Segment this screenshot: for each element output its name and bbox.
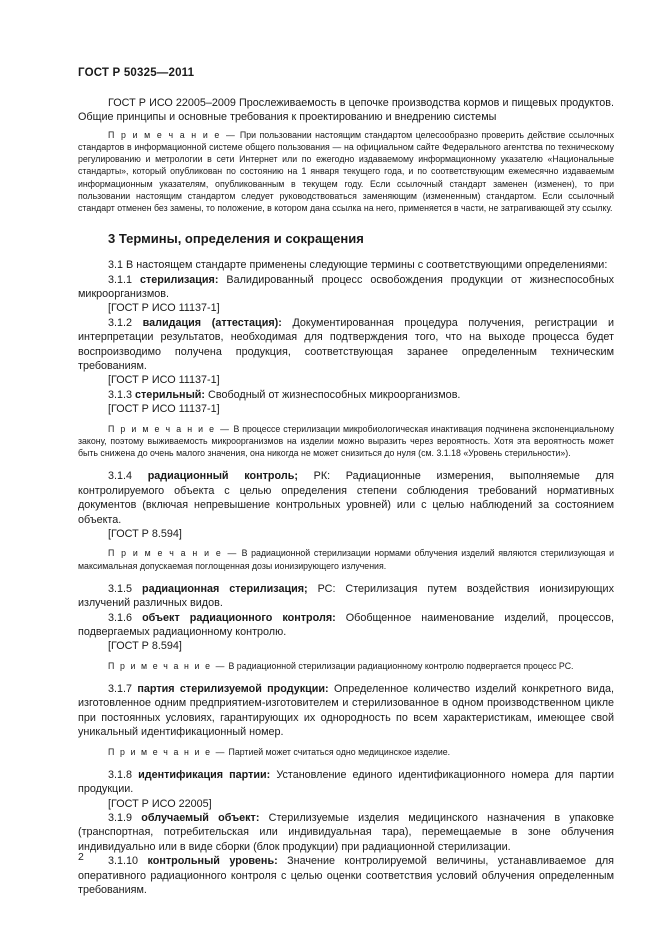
document-code: ГОСТ Р 50325—2011 <box>78 67 195 79</box>
term-source: [ГОСТ Р 8.594] <box>108 527 182 540</box>
term-definition: Документированная процедура получения, регистрации и интерпретации результатов, необходимая для подтверждения того, что на выходе процесса будет воспроизводимо получена продукция, соответствующая заранее определенным техническим требованиям. <box>78 316 615 373</box>
term-definition: Значение контролируемой величины, устанавливаемое для оперативного радиационного контроля с целью оценки соответствия условий облучения определенным требованиям. <box>78 855 614 897</box>
section-title: 3 Термины, определения и сокращения <box>108 231 364 247</box>
term-definition: Установление единого идентификационного номера для партии продукции. <box>78 768 614 796</box>
term-number: 3.1.4 <box>108 470 148 483</box>
note-text: При пользовании настоящим стандартом целесообразно проверить действие ссылочных стандартов в информационной системе общего пользования — на официальном сайте Федерального агентства по техническому регулированию и метрологии в сети Интернет или по ежегодно издаваемому информационному указателю «Национальные стандарты», который опубликован по состоянию на 1 января текущего года, и по соответствующим ежемесячно издаваемым информационным указателям, опубликованным в текущем году. Если ссылочный стандарт заменен (изменен), то при пользовании настоящим стандартом следует руководствоваться заменяющим (измененным) стандартом. Если ссылочный стандарт отменен без замены, то положение, в котором дана ссылка на него, применяется в части, не затрагивающей эту ссылку. <box>78 129 614 214</box>
term-definition: РК: Радиационные измерения, выполняемые для контролируемого объекта с целью определения степени соблюдения требований нормативных документов (включая непревышение контрольных уровней) или с целью наблюдений за состоянием объекта. <box>78 470 615 526</box>
term-name: партия стерилизуемой продукции: <box>137 682 329 695</box>
note-label: П р и м е ч а н и е — <box>108 423 231 434</box>
note-label: П р и м е ч а н и е — <box>108 660 227 671</box>
term-name: объект радиационного контроля: <box>142 611 336 624</box>
term-name: радиационная стерилизация; <box>141 582 308 595</box>
term-number: 3.1.1 <box>108 273 140 286</box>
page-content <box>78 96 614 897</box>
term-number: 3.1.2 <box>108 316 143 329</box>
term-entry-3-1-3 <box>78 388 614 402</box>
note-text: В радиационной стерилизации радиационному контролю подвергается процесс РС. <box>228 660 574 671</box>
term-source: [ГОСТ Р 8.594] <box>108 640 182 653</box>
term-entry-3-1-7 <box>78 682 614 740</box>
term-entry-3-1-1 <box>78 273 614 302</box>
term-number: 3.1.7 <box>108 682 138 695</box>
term-name: идентификация партии: <box>138 768 271 781</box>
term-name: облучаемый объект: <box>141 812 260 825</box>
term-entry-3-1-8 <box>78 768 614 797</box>
term-number: 3.1.5 <box>108 582 142 595</box>
note-block <box>78 423 614 460</box>
normative-reference: ГОСТ Р ИСО 22005–2009 Прослеживаемость в цепочке производства кормов и пищевых продуктов. Общие принципы и основные требования к проектированию и внедрению системы <box>78 97 614 124</box>
term-number: 3.1.10 <box>108 855 148 868</box>
term-number: 3.1.9 <box>108 812 142 825</box>
term-definition: Определенное количество изделий конкретного вида, изготовленное одним предприятием-изготовителем и стерилизованное в одном производственном цикле при постоянных условиях, гарантирующих их однородность по всем характеристикам, имеющее свой уникальный идентификационный номер. <box>78 682 614 739</box>
term-name: радиационный контроль; <box>147 470 298 483</box>
term-entry-3-1-6 <box>78 611 614 640</box>
term-entry-3-1-10 <box>78 854 614 897</box>
note-label: П р и м е ч а н и е — <box>108 746 227 757</box>
term-entry-3-1-2 <box>78 316 614 374</box>
term-number: 3.1.6 <box>108 611 143 624</box>
page-number: 2 <box>78 851 84 863</box>
note-text: Партией может считаться одно медицинское изделие. <box>228 746 451 757</box>
term-source: [ГОСТ Р ИСО 22005] <box>108 797 212 810</box>
term-number: 3.1.8 <box>108 768 139 781</box>
term-source: [ГОСТ Р ИСО 11137-1] <box>108 302 220 315</box>
term-name: стерилизация: <box>140 273 219 286</box>
term-entry-3-1-5 <box>78 582 614 611</box>
term-source: [ГОСТ Р ИСО 11137-1] <box>108 403 220 416</box>
note-text: В процессе стерилизации микробиологическая инактивация подчинена экспоненциальному закону, поэтому выживаемость микроорганизмов на изделии можно выразить через вероятность. Хотя эта вероятность может быть снижена до очень малого значения, она никогда не может снизиться до нуля (см. 3.1.18 «Уровень стерильности»). <box>78 423 614 459</box>
note-label: П р и м е ч а н и е — <box>108 129 237 140</box>
term-entry-3-1-4 <box>78 469 614 527</box>
note-block <box>78 746 614 758</box>
note-block <box>78 660 614 672</box>
note-text: В радиационной стерилизации нормами облучения изделий являются стерилизующая и максимальная допускаемая поглощенная дозы ионизирующего излучения. <box>78 548 615 571</box>
term-name: контрольный уровень: <box>147 855 278 868</box>
term-name: валидация (аттестация): <box>142 316 282 329</box>
term-definition: Обобщенное наименование изделий, процессов, подвергаемых радиационному контролю. <box>78 611 615 638</box>
note-block <box>78 129 614 214</box>
note-label: П р и м е ч а н и е — <box>108 548 238 559</box>
term-source: [ГОСТ Р ИСО 11137-1] <box>108 374 220 387</box>
term-number: 3.1.3 <box>108 388 136 401</box>
term-definition: Свободный от жизнеспособных микроорганизмов. <box>205 388 461 401</box>
term-entry-3-1-9 <box>78 811 614 854</box>
clause-3-1: 3.1 В настоящем стандарте применены следующие термины с соответствующими определениями: <box>108 259 608 272</box>
term-definition: Валидированный процесс освобождения продукции от жизнеспособных микроорганизмов. <box>78 273 614 301</box>
note-block <box>78 547 614 571</box>
term-definition: Стерилизуемые изделия медицинского назначения в упаковке (транспортная, потребительская или индивидуальная тара), перемещаемые в зоне облучения индивидуально или в виде сборки (блок продукции) при радиационной стерилизации. <box>78 812 614 853</box>
term-definition: РС: Стерилизация путем воздействия ионизирующих излучений различных видов. <box>78 582 614 610</box>
term-name: стерильный: <box>135 388 206 401</box>
